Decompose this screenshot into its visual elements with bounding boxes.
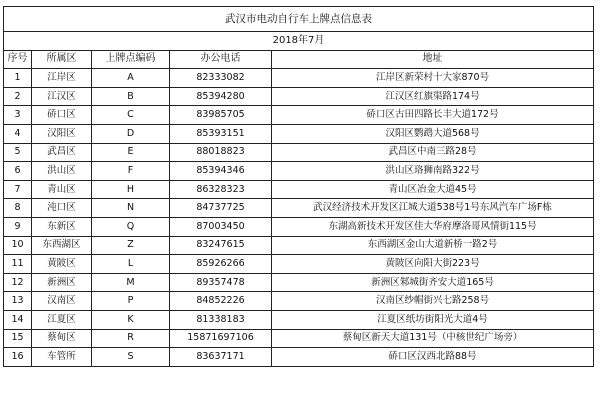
row-phone: 15871697106	[170, 329, 272, 348]
table-date: 2018年7月	[4, 32, 594, 51]
row-phone: 85394280	[170, 87, 272, 106]
row-number: 7	[4, 180, 32, 199]
row-district: 汉南区	[32, 292, 92, 311]
row-district: 沌口区	[32, 199, 92, 218]
table-row	[4, 69, 594, 88]
row-code: N	[92, 199, 170, 218]
row-number: 8	[4, 199, 32, 218]
row-number: 6	[4, 162, 32, 181]
row-address: 武汉经济技术开发区江城大道538号1号东风汽车广场F栋	[272, 199, 594, 218]
row-district: 新洲区	[32, 273, 92, 292]
row-code: E	[92, 143, 170, 162]
row-phone: 86328323	[170, 180, 272, 199]
row-code: B	[92, 87, 170, 106]
row-address: 硚口区古田四路长丰大道172号	[272, 106, 594, 125]
row-phone: 85926266	[170, 255, 272, 274]
row-number: 14	[4, 310, 32, 329]
row-phone: 85394346	[170, 162, 272, 181]
header-address: 地址	[272, 50, 594, 69]
table-row	[4, 124, 594, 143]
row-phone: 85393151	[170, 124, 272, 143]
row-phone: 82333082	[170, 69, 272, 88]
row-address: 黄陂区向阳大街223号	[272, 255, 594, 274]
table-row	[4, 255, 594, 274]
row-code: S	[92, 348, 170, 367]
row-code: L	[92, 255, 170, 274]
row-address: 武昌区中南三路28号	[272, 143, 594, 162]
row-number: 16	[4, 348, 32, 367]
info-table	[3, 6, 594, 367]
table-row	[4, 329, 594, 348]
row-address: 东湖高新技术开发区佳大华府摩洛哥风情街115号	[272, 217, 594, 236]
header-phone: 办公电话	[170, 50, 272, 69]
table-row	[4, 273, 594, 292]
row-district: 汉阳区	[32, 124, 92, 143]
table-row	[4, 180, 594, 199]
row-number: 11	[4, 255, 32, 274]
row-number: 5	[4, 143, 32, 162]
row-code: R	[92, 329, 170, 348]
row-address: 汉南区纱帽街兴七路258号	[272, 292, 594, 311]
row-address: 蔡甸区新天大道131号（中核世纪广场旁）	[272, 329, 594, 348]
table-row	[4, 106, 594, 125]
row-phone: 88018823	[170, 143, 272, 162]
row-phone: 83985705	[170, 106, 272, 125]
row-district: 江夏区	[32, 310, 92, 329]
row-code: K	[92, 310, 170, 329]
row-number: 3	[4, 106, 32, 125]
row-district: 洪山区	[32, 162, 92, 181]
row-code: M	[92, 273, 170, 292]
row-number: 13	[4, 292, 32, 311]
row-code: A	[92, 69, 170, 88]
row-number: 15	[4, 329, 32, 348]
row-address: 洪山区珞狮南路322号	[272, 162, 594, 181]
row-district: 东新区	[32, 217, 92, 236]
row-phone: 89357478	[170, 273, 272, 292]
row-number: 12	[4, 273, 32, 292]
row-phone: 83637171	[170, 348, 272, 367]
row-number: 10	[4, 236, 32, 255]
table-row	[4, 217, 594, 236]
row-address: 江汉区红旗渠路174号	[272, 87, 594, 106]
row-number: 1	[4, 69, 32, 88]
row-code: Q	[92, 217, 170, 236]
row-code: D	[92, 124, 170, 143]
row-phone: 81338183	[170, 310, 272, 329]
row-district: 东西湖区	[32, 236, 92, 255]
row-code: H	[92, 180, 170, 199]
row-district: 江汉区	[32, 87, 92, 106]
table-row	[4, 236, 594, 255]
table-row	[4, 199, 594, 218]
row-district: 江岸区	[32, 69, 92, 88]
table-row	[4, 292, 594, 311]
table-row	[4, 310, 594, 329]
table-row	[4, 162, 594, 181]
row-phone: 87003450	[170, 217, 272, 236]
row-number: 4	[4, 124, 32, 143]
row-code: P	[92, 292, 170, 311]
row-number: 2	[4, 87, 32, 106]
table-row	[4, 87, 594, 106]
table-row	[4, 348, 594, 367]
row-address: 东西湖区金山大道新桥一路2号	[272, 236, 594, 255]
row-address: 江夏区纸坊街阳光大道4号	[272, 310, 594, 329]
row-code: C	[92, 106, 170, 125]
row-phone: 84737725	[170, 199, 272, 218]
row-address: 硚口区汉西北路88号	[272, 348, 594, 367]
header-no: 序号	[4, 50, 32, 69]
row-district: 青山区	[32, 180, 92, 199]
row-address: 汉阳区鹦鹉大道568号	[272, 124, 594, 143]
table-title: 武汉市电动自行车上牌点信息表	[4, 7, 594, 32]
row-district: 黄陂区	[32, 255, 92, 274]
header-row	[4, 50, 594, 69]
row-code: Z	[92, 236, 170, 255]
row-code: F	[92, 162, 170, 181]
row-district: 车管所	[32, 348, 92, 367]
row-address: 江岸区新荣村十大家870号	[272, 69, 594, 88]
header-code: 上牌点编码	[92, 50, 170, 69]
row-address: 青山区冶金大道45号	[272, 180, 594, 199]
row-district: 武昌区	[32, 143, 92, 162]
row-phone: 84852226	[170, 292, 272, 311]
header-district: 所属区	[32, 50, 92, 69]
row-number: 9	[4, 217, 32, 236]
row-address: 新洲区邾城街齐安大道165号	[272, 273, 594, 292]
row-district: 硚口区	[32, 106, 92, 125]
table-row	[4, 143, 594, 162]
row-district: 蔡甸区	[32, 329, 92, 348]
row-phone: 83247615	[170, 236, 272, 255]
